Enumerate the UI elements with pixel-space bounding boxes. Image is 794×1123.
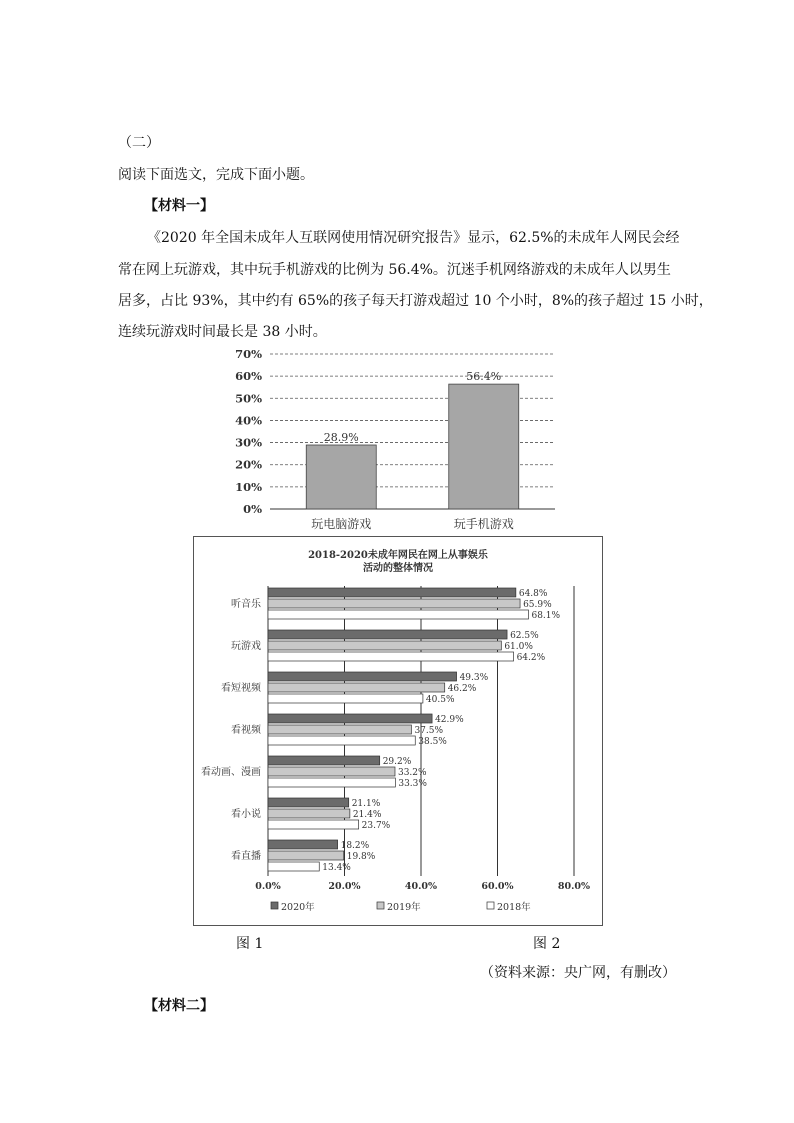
chart-title: 活动的整体情况 bbox=[363, 563, 433, 574]
bar bbox=[268, 630, 507, 639]
x-tick-label: 20.0% bbox=[328, 881, 361, 892]
x-tick-label: 80.0% bbox=[557, 881, 591, 892]
bar-value-label: 61.0% bbox=[504, 642, 533, 652]
category-label: 看直播 bbox=[231, 851, 261, 862]
bar-value-label: 33.3% bbox=[398, 779, 427, 789]
bar-value-label: 29.2% bbox=[382, 757, 412, 767]
bar bbox=[268, 672, 457, 681]
bar-value-label: 23.7% bbox=[361, 821, 391, 831]
legend-label: 2018年 bbox=[497, 902, 531, 913]
bar bbox=[268, 652, 514, 661]
material1-line-1: 《2020 年全国未成年人互联网使用情况研究报告》显示，62.5%的未成年人网民会经 bbox=[147, 230, 680, 246]
material1-line-4: 连续玩游戏时间最长是 38 小时。 bbox=[118, 324, 327, 340]
x-tick-label: 0.0% bbox=[255, 881, 281, 892]
material1-heading: 【材料一】 bbox=[144, 198, 214, 214]
bar bbox=[306, 445, 376, 509]
chart-title: 2018-2020未成年网民在网上从事娱乐 bbox=[308, 550, 488, 561]
x-category-label: 玩电脑游戏 bbox=[311, 517, 372, 531]
category-label: 看小说 bbox=[231, 809, 261, 820]
bar bbox=[268, 767, 395, 776]
material1-line-3: 居多，占比 93%，其中约有 65%的孩子每天打游戏超过 10 个小时，8%的孩子超过 15 小时， bbox=[118, 293, 713, 309]
section-label: （二） bbox=[118, 135, 160, 151]
legend-label: 2019年 bbox=[387, 902, 421, 913]
bar bbox=[268, 725, 411, 734]
bar-value-label: 38.5% bbox=[418, 737, 447, 747]
bar-value-label: 21.4% bbox=[352, 810, 382, 820]
bar bbox=[268, 599, 520, 608]
bar bbox=[268, 840, 338, 849]
y-tick-label: 20% bbox=[235, 457, 262, 472]
x-category-label: 玩手机游戏 bbox=[453, 517, 514, 531]
instruction-text: 阅读下面选文，完成下面小题。 bbox=[118, 167, 314, 183]
figure2-hbar-chart bbox=[193, 536, 603, 926]
bar-value-label: 19.8% bbox=[346, 852, 376, 862]
bar-value-label: 18.2% bbox=[340, 841, 370, 851]
bar bbox=[268, 610, 528, 619]
category-label: 看短视频 bbox=[221, 683, 261, 694]
category-label: 看视频 bbox=[231, 725, 261, 736]
figure2-label: 图 2 bbox=[533, 936, 561, 952]
bar bbox=[449, 384, 519, 509]
y-tick-label: 0% bbox=[243, 502, 262, 516]
category-label: 玩游戏 bbox=[231, 641, 261, 652]
bar-value-label: 33.2% bbox=[397, 768, 427, 778]
bar bbox=[268, 588, 516, 597]
bar-value-label: 62.5% bbox=[510, 631, 539, 641]
figure1-label: 图 1 bbox=[236, 936, 264, 952]
bar-value-label: 42.9% bbox=[435, 715, 464, 725]
bar bbox=[268, 714, 432, 723]
bar-value-label: 64.2% bbox=[516, 653, 546, 663]
legend-swatch bbox=[377, 902, 384, 909]
y-tick-label: 40% bbox=[235, 413, 262, 428]
bar-value-label: 46.2% bbox=[447, 684, 477, 694]
bar bbox=[268, 851, 344, 860]
y-tick-label: 30% bbox=[235, 435, 262, 450]
source-note: （资料来源：央广网，有删改） bbox=[480, 965, 676, 981]
material1-line-2: 常在网上玩游戏，其中玩手机游戏的比例为 56.4%。沉迷手机网络游戏的未成年人以男生 bbox=[118, 262, 671, 278]
legend-label: 2020年 bbox=[281, 902, 315, 913]
bar bbox=[268, 736, 415, 745]
bar bbox=[268, 809, 350, 818]
bar-value-label: 21.1% bbox=[351, 799, 381, 809]
material2-heading: 【材料二】 bbox=[144, 998, 214, 1014]
y-tick-label: 10% bbox=[235, 479, 262, 494]
bar bbox=[268, 683, 445, 692]
bar bbox=[268, 756, 380, 765]
category-label: 听音乐 bbox=[231, 599, 261, 610]
bar-value-label: 37.5% bbox=[414, 726, 444, 736]
bar-value-label: 40.5% bbox=[425, 695, 455, 705]
bar-value-label: 64.8% bbox=[518, 589, 548, 599]
bar bbox=[268, 641, 501, 650]
figure1-bar-chart bbox=[225, 340, 565, 540]
bar bbox=[268, 862, 319, 871]
y-tick-label: 60% bbox=[235, 369, 262, 384]
bar bbox=[268, 798, 349, 807]
category-label: 看动画、漫画 bbox=[201, 767, 261, 778]
bar-value-label: 65.9% bbox=[523, 600, 552, 610]
bar-value-label: 28.9% bbox=[323, 431, 359, 445]
bar bbox=[268, 820, 359, 829]
bar-value-label: 13.4% bbox=[322, 863, 351, 873]
x-tick-label: 60.0% bbox=[481, 881, 514, 892]
legend-swatch bbox=[487, 902, 494, 909]
bar-value-label: 56.4% bbox=[466, 370, 502, 384]
legend-swatch bbox=[271, 902, 278, 909]
x-tick-label: 40.0% bbox=[404, 881, 438, 892]
y-tick-label: 70% bbox=[235, 347, 262, 361]
bar bbox=[268, 778, 395, 787]
bar-value-label: 68.1% bbox=[531, 611, 561, 621]
bar bbox=[268, 694, 423, 703]
bar-value-label: 49.3% bbox=[459, 673, 489, 683]
y-tick-label: 50% bbox=[235, 391, 262, 406]
